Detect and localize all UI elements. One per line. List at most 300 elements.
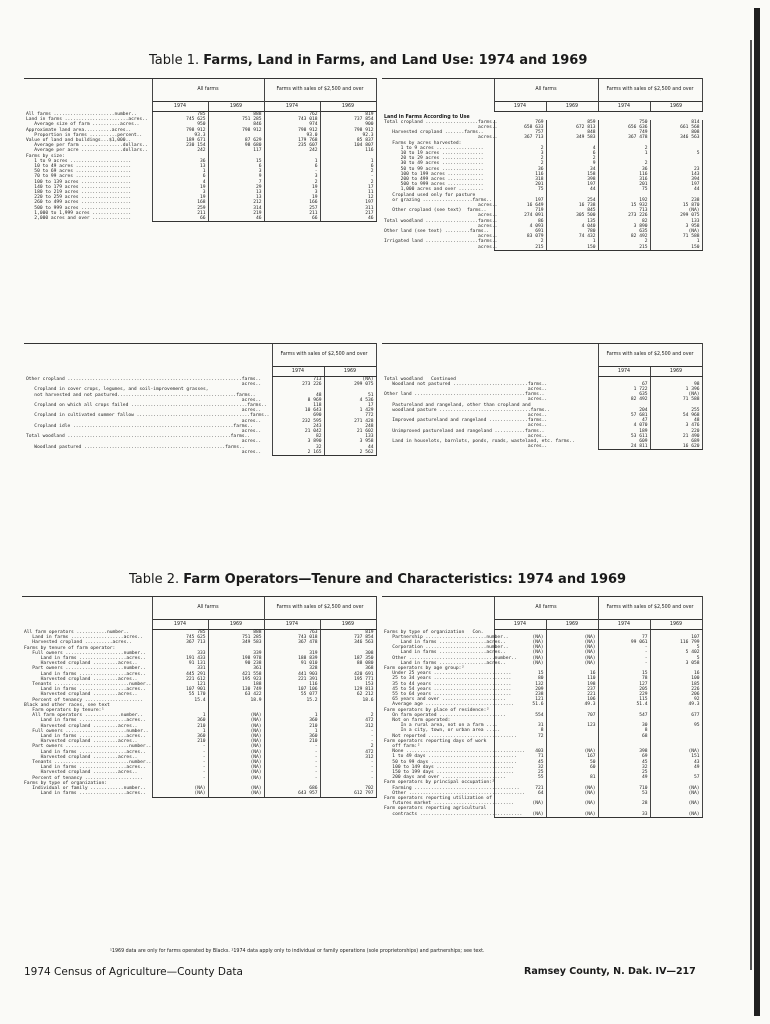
row-value: 19 bbox=[264, 195, 320, 200]
row-value: 445 291 bbox=[152, 672, 208, 677]
row-value: (NA) bbox=[208, 718, 264, 723]
row-label: 50 to 99 acres ............... bbox=[384, 166, 484, 172]
row-value: 47 bbox=[598, 418, 650, 423]
row-value: 4 bbox=[546, 146, 598, 151]
row-value: 16 649 bbox=[494, 203, 546, 208]
row-value: 191 433 bbox=[152, 656, 208, 661]
row-value: 80 bbox=[494, 676, 546, 681]
row-label: 100 to 199 acres ............. bbox=[384, 171, 484, 177]
row-label: Total woodland ...................farms.. bbox=[384, 218, 498, 224]
row-value: 2 bbox=[320, 180, 376, 185]
row-value: 43 bbox=[650, 760, 702, 765]
row-value: 472 bbox=[320, 718, 376, 723]
table1-head-sales: Farms with sales of $2,500 and over bbox=[264, 79, 376, 102]
row-value: 192 bbox=[598, 198, 650, 203]
table1-head-all-farms: All farms bbox=[494, 79, 598, 102]
row-value: 168 bbox=[152, 200, 208, 205]
row-value: - bbox=[320, 760, 376, 765]
row-value: (NA) bbox=[494, 650, 546, 655]
table1-lower-sales-head: Farms with sales of $2,500 and over bbox=[272, 344, 376, 367]
row-value: (NA) bbox=[650, 749, 702, 754]
row-label: 260 to 499 acres .................. bbox=[26, 200, 132, 206]
row-label: 2,000 acres and over .............. bbox=[26, 216, 132, 222]
row-value: (NA) bbox=[208, 713, 264, 718]
row-value: 2 bbox=[598, 239, 650, 244]
row-value: 21 490 bbox=[650, 434, 702, 439]
row-value: 63 422 bbox=[208, 692, 264, 697]
row-value: 242 bbox=[152, 148, 208, 153]
row-value: 75 bbox=[494, 187, 546, 192]
row-value: 360 bbox=[264, 734, 320, 739]
row-value: 238 bbox=[650, 198, 702, 203]
row-value: 4 bbox=[152, 180, 208, 185]
row-value: 360 bbox=[264, 718, 320, 723]
row-value: 2 bbox=[320, 169, 376, 174]
row-value: 702 bbox=[320, 786, 376, 791]
row-value: 197 bbox=[546, 182, 598, 187]
row-value: 71 bbox=[494, 754, 546, 759]
row-label: 45 to 54 years ............................ bbox=[384, 686, 512, 692]
row-value: 274 091 bbox=[494, 213, 546, 218]
table-row bbox=[382, 245, 702, 251]
row-value: 221 bbox=[546, 692, 598, 697]
table1-year-1974: 1974 bbox=[494, 102, 546, 112]
row-label: acres.. bbox=[26, 397, 262, 403]
row-value: 1 bbox=[650, 239, 702, 244]
row-value: 273 226 bbox=[272, 382, 324, 387]
row-label: Total woodland ...........................................................farms.. bbox=[26, 434, 251, 440]
row-value: (NA) bbox=[546, 645, 598, 650]
row-value: 29 bbox=[208, 185, 264, 190]
row-value: (NA) bbox=[208, 786, 264, 791]
row-label: 500 to 999 acres .................. bbox=[26, 205, 132, 211]
row-value: 74 432 bbox=[546, 234, 598, 239]
table2-year-1969: 1969 bbox=[320, 620, 376, 630]
row-value: 737 854 bbox=[320, 635, 376, 640]
row-label: Woodland pastured ...................................................farms.. bbox=[26, 444, 245, 450]
row-value: 1 bbox=[152, 169, 208, 174]
row-value: 68 bbox=[598, 734, 650, 739]
row-value: (NA) bbox=[546, 650, 598, 655]
row-label: 35 to 44 years ............................ bbox=[384, 681, 512, 687]
row-value: 210 bbox=[152, 724, 208, 729]
row-value: 888 bbox=[208, 630, 264, 636]
row-value: 403 bbox=[494, 749, 546, 754]
row-label: In a rural area, not on a farm .... bbox=[384, 723, 498, 729]
row-value: 2 bbox=[320, 713, 376, 718]
row-value: 16 738 bbox=[546, 203, 598, 208]
row-label: acres.. bbox=[26, 382, 262, 388]
row-value: (NA) bbox=[208, 776, 264, 781]
row-value: 166 bbox=[264, 200, 320, 205]
row-value: 643 957 bbox=[264, 791, 320, 797]
row-value: (NA) bbox=[324, 377, 376, 383]
row-value: 737 854 bbox=[320, 117, 376, 122]
row-value: 819 bbox=[320, 630, 376, 636]
row-value: 367 713 bbox=[152, 640, 208, 645]
row-label: Part owners .....................number.. bbox=[24, 666, 146, 672]
row-value: 2 bbox=[494, 156, 546, 161]
row-value: (NA) bbox=[546, 640, 598, 645]
row-value: 609 bbox=[598, 439, 650, 444]
row-value: 150 bbox=[546, 245, 598, 251]
row-value: 55 077 bbox=[264, 692, 320, 697]
row-value: 212 bbox=[208, 200, 264, 205]
row-value: 67 bbox=[598, 382, 650, 387]
row-label: Average per farm ...............dollars.. bbox=[26, 143, 148, 149]
row-value: 198 978 bbox=[208, 656, 264, 661]
row-value: 215 bbox=[598, 245, 650, 251]
row-value: (NA) bbox=[208, 750, 264, 755]
row-value: 9 bbox=[208, 174, 264, 179]
row-value: 3 890 bbox=[272, 439, 324, 444]
row-value: 305 500 bbox=[546, 213, 598, 218]
row-value: 49.3 bbox=[650, 702, 702, 707]
row-value: 785 bbox=[152, 630, 208, 636]
row-value: 1 bbox=[264, 729, 320, 734]
row-label: 100 to 139 acres .................. bbox=[26, 179, 132, 185]
row-value: 32 bbox=[598, 765, 650, 770]
row-value: 273 226 bbox=[598, 213, 650, 218]
row-value: 677 bbox=[650, 713, 702, 718]
row-label: Farm operators by age group:² bbox=[384, 665, 465, 671]
row-value: (NA) bbox=[546, 791, 598, 796]
row-value: 24 811 bbox=[598, 444, 650, 450]
row-value: 32 bbox=[494, 765, 546, 770]
row-value: (NA) bbox=[494, 645, 546, 650]
row-label: acres.. bbox=[384, 444, 548, 450]
row-value: 30 bbox=[598, 723, 650, 728]
row-label: Cropland idle ..........................................................farms.. bbox=[26, 423, 253, 429]
row-value: 10 643 bbox=[272, 408, 324, 413]
row-value: 195 923 bbox=[208, 677, 264, 682]
row-value: 232 595 bbox=[272, 419, 324, 424]
row-value: 554 bbox=[494, 713, 546, 718]
row-label: not harvested and not pastured...........................................farms.. bbox=[26, 392, 256, 398]
row-value: 318 bbox=[494, 177, 546, 182]
row-value: 48 bbox=[272, 393, 324, 398]
table2-head-sales: Farms with sales of $2,500 and over bbox=[598, 597, 702, 620]
footer-publication-title: 1974 Census of Agriculture—County Data bbox=[24, 966, 243, 978]
table2-title bbox=[129, 572, 626, 587]
row-value: - bbox=[320, 776, 376, 781]
row-label: acres.. bbox=[384, 234, 498, 240]
row-value: 115 bbox=[598, 697, 650, 702]
row-value: 751 285 bbox=[208, 635, 264, 640]
row-value: (NA) bbox=[152, 791, 208, 797]
row-label: Proportion in farms ..........percent.. bbox=[26, 132, 143, 138]
row-label: 140 to 179 acres .................. bbox=[26, 184, 132, 190]
row-value: 271 428 bbox=[324, 419, 376, 424]
row-label: acres.. bbox=[26, 408, 262, 414]
row-value: 2 562 bbox=[324, 450, 376, 456]
row-label: 1 to 9 acres ...................... bbox=[26, 158, 132, 164]
row-value: 6 bbox=[320, 164, 376, 169]
row-value: 845 bbox=[546, 208, 598, 213]
row-value: 721 bbox=[494, 786, 546, 791]
row-label: 70 to 99 acres .................... bbox=[26, 174, 132, 180]
row-value: (NA) bbox=[546, 749, 598, 754]
table1-year-1974: 1974 bbox=[152, 102, 208, 112]
row-value: - bbox=[264, 760, 320, 765]
row-label: Other land ........................................farms.. bbox=[384, 392, 545, 398]
row-value: 210 bbox=[264, 739, 320, 744]
table1-lower-year-1969: 1969 bbox=[324, 367, 376, 377]
row-label: Harvested cropland .........acres.. bbox=[24, 754, 138, 760]
table2-head-all-farms: All farms bbox=[494, 597, 598, 620]
row-value: 98 bbox=[650, 382, 702, 387]
row-value: (NA) bbox=[650, 786, 702, 791]
row-label: Farm operators by tenure:¹ bbox=[24, 708, 105, 714]
row-value: 18.9 bbox=[208, 698, 264, 703]
row-value: - bbox=[320, 765, 376, 770]
row-value: (NA) bbox=[494, 635, 546, 640]
row-value: 75 bbox=[598, 187, 650, 192]
row-value: 3 958 bbox=[324, 439, 376, 444]
row-label: All farms ......................number.. bbox=[26, 111, 137, 117]
row-value: 135 bbox=[546, 219, 598, 224]
row-value: 206 bbox=[650, 692, 702, 697]
row-value: 2 bbox=[494, 239, 546, 244]
row-value: 51.4 bbox=[598, 702, 650, 707]
row-label: contracts ..................................... bbox=[384, 811, 523, 817]
table1-year-1974: 1974 bbox=[598, 102, 650, 112]
row-value: 93.0 bbox=[264, 133, 320, 138]
row-label: 55 to 64 years ............................ bbox=[384, 691, 512, 697]
row-value: 151 bbox=[650, 754, 702, 759]
row-label: Pastureland and rangeland, other than cropland and bbox=[384, 402, 531, 408]
row-value: - bbox=[598, 656, 650, 661]
row-value: 3 476 bbox=[650, 423, 702, 428]
row-label: Total cropland ...................farms.. bbox=[384, 119, 498, 125]
row-value: 3 bbox=[152, 190, 208, 195]
row-value: 15 bbox=[208, 159, 264, 164]
row-label: Farm operators by place of residence:² bbox=[384, 707, 490, 713]
row-label: Farm operators reporting utilization of bbox=[384, 796, 492, 801]
row-value: 44 bbox=[324, 445, 376, 450]
row-label: acres.. bbox=[384, 135, 498, 141]
row-value: 46 bbox=[208, 216, 264, 222]
row-value: 259 bbox=[152, 206, 208, 211]
row-value: 635 bbox=[598, 229, 650, 234]
row-value: 121 bbox=[152, 682, 208, 687]
table1-lower-left-table bbox=[24, 343, 377, 456]
row-value: 21 042 bbox=[272, 429, 324, 434]
row-value: 117 bbox=[208, 148, 264, 153]
row-value: 4 070 bbox=[598, 423, 650, 428]
row-value: 34 bbox=[546, 167, 598, 172]
row-value: - bbox=[264, 755, 320, 760]
row-label: Individual or family ............number.. bbox=[24, 786, 146, 792]
row-value: 150 bbox=[650, 245, 702, 251]
row-value: 121 bbox=[494, 697, 546, 702]
row-value: 116 bbox=[320, 148, 376, 153]
row-value: - bbox=[264, 750, 320, 755]
row-value: 98 680 bbox=[208, 143, 264, 148]
row-value: 15 870 bbox=[650, 203, 702, 208]
row-value: (NA) bbox=[546, 812, 598, 818]
row-value: 6 bbox=[546, 151, 598, 156]
row-value: 92.3 bbox=[320, 133, 376, 138]
row-label: Percent of tenancy ..................... bbox=[24, 775, 143, 781]
row-value: 17 bbox=[320, 185, 376, 190]
row-value: 237 bbox=[546, 687, 598, 692]
row-label: Harvested cropland .........acres.. bbox=[24, 770, 138, 776]
table1-title-prefix: Table 1. bbox=[149, 53, 200, 68]
table1-left-table bbox=[24, 78, 377, 222]
row-label: Corporation ......................number.. bbox=[384, 645, 509, 651]
row-value: 189 bbox=[598, 429, 650, 434]
row-value: 8 969 bbox=[272, 398, 324, 403]
row-value: 91 010 bbox=[264, 661, 320, 666]
row-value: 143 bbox=[650, 172, 702, 177]
row-value: (NA) bbox=[208, 765, 264, 770]
row-value: 49 bbox=[598, 775, 650, 780]
row-value: (NA) bbox=[650, 208, 702, 213]
row-value: 690 bbox=[272, 413, 324, 418]
row-label: Harvested cropland .........acres.. bbox=[24, 692, 138, 698]
row-value: 189 671 bbox=[152, 138, 208, 143]
table2-right-table bbox=[382, 596, 703, 818]
row-value: 772 bbox=[324, 413, 376, 418]
row-label: On farm operated ........................ bbox=[384, 712, 506, 718]
row-label: None ........................................... bbox=[384, 749, 526, 755]
row-value: 21 602 bbox=[324, 429, 376, 434]
row-value: 153 bbox=[320, 682, 376, 687]
row-value: 13 bbox=[208, 190, 264, 195]
table1-year-1974: 1974 bbox=[264, 102, 320, 112]
row-value: 66 bbox=[152, 216, 208, 222]
row-label: Farm operators reporting days of work bbox=[384, 738, 487, 744]
row-value: 209 bbox=[494, 687, 546, 692]
row-value: (NA) bbox=[494, 640, 546, 645]
row-value: (NA) bbox=[650, 392, 702, 397]
table2-left-table bbox=[22, 596, 377, 798]
row-value: 86 bbox=[494, 219, 546, 224]
row-value: 689 bbox=[650, 439, 702, 444]
footer-county-page: Ramsey County, N. Dak. IV—217 bbox=[524, 966, 696, 977]
row-label: 50 to 69 acres .................... bbox=[26, 169, 132, 175]
row-value: (NA) bbox=[494, 656, 546, 661]
row-value: 719 bbox=[494, 208, 546, 213]
row-value: 201 bbox=[598, 182, 650, 187]
row-value: 8 bbox=[494, 728, 546, 733]
row-label: 220 to 259 acres .................. bbox=[26, 195, 132, 201]
row-value: (NA) bbox=[152, 786, 208, 791]
row-value: 2 bbox=[494, 161, 546, 166]
row-value: - bbox=[264, 776, 320, 781]
row-value: 762 bbox=[264, 112, 320, 118]
row-value: (NA) bbox=[208, 724, 264, 729]
table1-lower-year-1974: 1974 bbox=[272, 367, 324, 377]
row-value: 158 bbox=[546, 172, 598, 177]
row-label: Land in farms .................acres.. bbox=[384, 639, 506, 645]
row-label: Not reported ................................ bbox=[384, 733, 517, 739]
row-value: 5 bbox=[650, 151, 702, 156]
row-label: Cropland on which all crops failed ..........................................farms.. bbox=[26, 403, 267, 409]
row-value: 91 131 bbox=[152, 661, 208, 666]
table2-year-1974: 1974 bbox=[152, 620, 208, 630]
row-value: 45 bbox=[494, 760, 546, 765]
row-value: (NA) bbox=[208, 744, 264, 749]
row-value: 848 bbox=[546, 130, 598, 135]
row-value: 3 bbox=[208, 169, 264, 174]
row-value: 211 bbox=[152, 211, 208, 216]
row-value: 745 625 bbox=[152, 117, 208, 122]
row-value: 123 bbox=[546, 723, 598, 728]
row-value: 254 bbox=[546, 198, 598, 203]
row-value: - bbox=[320, 729, 376, 734]
row-value: 57 681 bbox=[598, 413, 650, 418]
row-value: 66 bbox=[264, 216, 320, 222]
row-value: 316 bbox=[598, 177, 650, 182]
table1-lower-right-table bbox=[382, 343, 703, 450]
row-value: - bbox=[320, 739, 376, 744]
table1-lower-year-1974: 1974 bbox=[598, 367, 650, 377]
row-value: 238 bbox=[494, 692, 546, 697]
row-label: Total woodland Continued bbox=[384, 376, 456, 382]
row-value: 4 536 bbox=[324, 398, 376, 403]
row-value: 36 bbox=[152, 159, 208, 164]
table1-year-1969: 1969 bbox=[320, 102, 376, 112]
table2-title-main: Farm Operators—Tenure and Characteristics: 1974 and 1969 bbox=[183, 572, 627, 587]
footnote: ¹1969 data are only for farms operated by Blacks. ²1974 data apply only to individual or family operations (sole proprietorships) and partnerships; see text. bbox=[110, 949, 485, 954]
row-value: 221 391 bbox=[264, 677, 320, 682]
row-value: 394 bbox=[650, 177, 702, 182]
row-label: off farm:² bbox=[384, 743, 420, 749]
row-value: 750 bbox=[598, 120, 650, 125]
table2-year-1974: 1974 bbox=[494, 620, 546, 630]
row-value: 713 bbox=[598, 208, 650, 213]
row-value: 6 bbox=[208, 164, 264, 169]
table1-head-sales: Farms with sales of $2,500 and over bbox=[598, 79, 702, 102]
row-value: 255 bbox=[650, 408, 702, 413]
row-value: 129 813 bbox=[320, 687, 376, 692]
row-value: 612 797 bbox=[320, 791, 376, 797]
table1-year-1969: 1969 bbox=[208, 102, 264, 112]
row-value: 54 968 bbox=[650, 413, 702, 418]
row-value: 219 bbox=[208, 211, 264, 216]
row-value: 69 bbox=[598, 754, 650, 759]
row-label: acres.. bbox=[384, 386, 548, 392]
table-row bbox=[24, 216, 376, 222]
row-value: 229 bbox=[598, 692, 650, 697]
table1-lower-sales-head: Farms with sales of $2,500 and over bbox=[598, 344, 702, 367]
row-value: - bbox=[152, 744, 208, 749]
row-value: 204 bbox=[598, 408, 650, 413]
row-value: 707 bbox=[546, 713, 598, 718]
row-value: 55 170 bbox=[152, 692, 208, 697]
row-value: 6 bbox=[264, 164, 320, 169]
row-value: 31 bbox=[494, 723, 546, 728]
row-label: 100 to 149 days ............................ bbox=[384, 764, 514, 770]
row-value: 243 bbox=[272, 424, 324, 429]
row-value: 299 075 bbox=[324, 382, 376, 387]
row-value: 1 bbox=[152, 729, 208, 734]
row-value: 33 bbox=[598, 812, 650, 818]
row-value: 745 625 bbox=[152, 635, 208, 640]
row-label: 200 to 499 acres ............. bbox=[384, 176, 484, 182]
row-value: 19 bbox=[264, 185, 320, 190]
row-value: - bbox=[264, 169, 320, 174]
row-label: All farm operators ...........number.. bbox=[24, 629, 130, 635]
row-value: - bbox=[598, 650, 650, 655]
row-value: (NA) bbox=[208, 760, 264, 765]
row-value: 235 607 bbox=[264, 143, 320, 148]
row-value: 62 212 bbox=[320, 692, 376, 697]
row-value: 346 563 bbox=[650, 135, 702, 140]
row-value: 242 bbox=[264, 148, 320, 153]
